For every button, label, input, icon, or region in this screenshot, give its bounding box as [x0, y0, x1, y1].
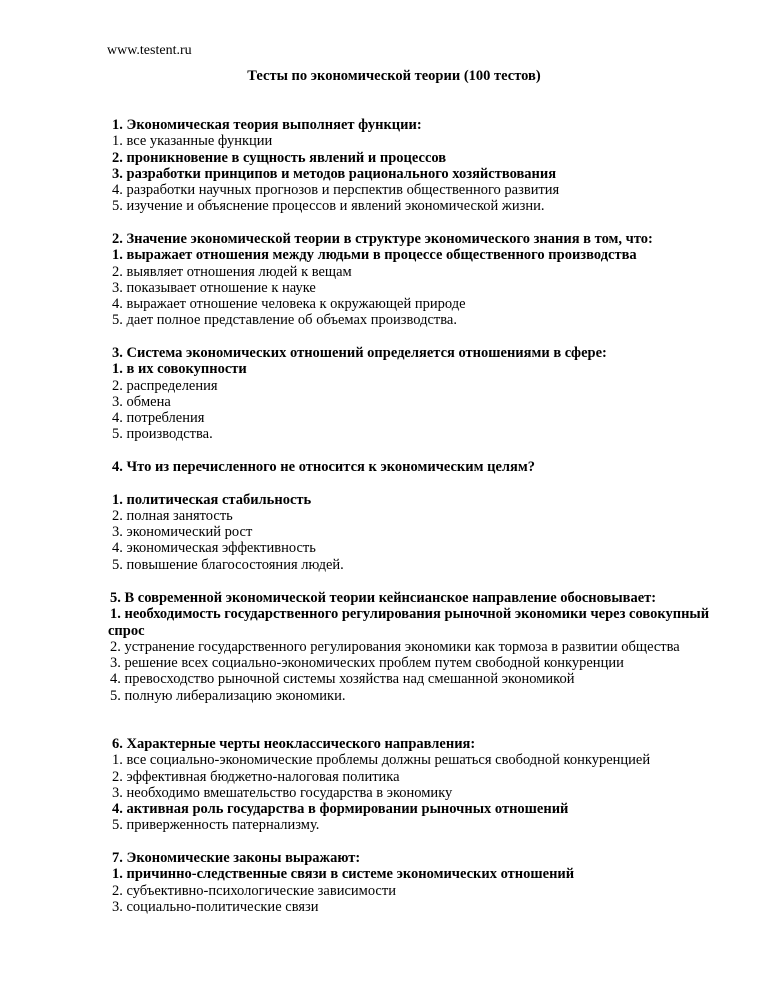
answer-option-correct: 3. разработки принципов и методов рационального хозяйствования: [112, 165, 557, 182]
answer-option: 4. превосходство рыночной системы хозяйства над смешанной экономикой: [110, 671, 575, 688]
answer-option: 4. разработки научных прогнозов и перспектив общественного развития: [112, 182, 560, 199]
answer-option-correct: 2. проникновение в сущность явлений и процессов: [112, 149, 447, 166]
question-block: [112, 231, 732, 329]
question-prompt: 5. В современной экономической теории кейнсианское направление обосновывает:: [110, 590, 657, 606]
question-prompt: 2. Значение экономической теории в структуре экономического знания в том, что:: [112, 231, 653, 247]
answer-option: 2. эффективная бюджетно-налоговая политика: [112, 768, 400, 785]
answer-option: 4. выражает отношение человека к окружающей природе: [112, 296, 466, 313]
question-block: [110, 590, 725, 704]
spacer: [112, 475, 732, 491]
answer-option: 3. социально-политические связи: [112, 898, 319, 915]
answer-option-correct: 1. в их совокупности: [112, 361, 247, 378]
answer-option: 1. все социально-экономические проблемы должны решаться свободной конкуренцией: [112, 752, 651, 769]
answer-option: 3. решение всех социально-экономических проблем путем свободной конкуренции: [110, 655, 624, 672]
answer-option: 3. необходимо вмешательство государства в экономику: [112, 784, 453, 801]
question-prompt: 4. Что из перечисленного не относится к экономическим целям?: [112, 459, 536, 475]
answer-option: 2. устранение государственного регулирования экономики как тормоза в развитии общества: [110, 638, 680, 655]
answer-option: 5. повышение благосостояния людей.: [112, 556, 344, 573]
document-title: Тесты по экономической теории (100 тестов): [247, 68, 541, 84]
question-prompt: 7. Экономические законы выражают:: [112, 850, 361, 866]
answer-option: 3. показывает отношение к науке: [112, 279, 316, 296]
answer-option: 5. дает полное представление об объемах производства.: [112, 312, 457, 329]
answer-option: 2. субъективно-психологические зависимости: [112, 882, 396, 899]
question-block: [112, 345, 732, 443]
question-block: [112, 459, 732, 573]
question-prompt: 3. Система экономических отношений определяется отношениями в сфере:: [112, 345, 607, 361]
question-block: [112, 117, 732, 215]
answer-option: 5. производства.: [112, 426, 213, 443]
answer-option: 3. обмена: [112, 393, 171, 410]
answer-option: 5. изучение и объяснение процессов и явлений экономической жизни.: [112, 198, 545, 215]
answer-option: 5. приверженность патернализму.: [112, 817, 320, 834]
answer-option: 3. экономический рост: [112, 524, 253, 541]
question-prompt: 6. Характерные черты неоклассического направления:: [112, 736, 476, 752]
answer-option: 2. выявляет отношения людей к вещам: [112, 263, 352, 280]
answer-option: 5. полную либерализацию экономики.: [110, 687, 346, 704]
answer-option: 1. все указанные функции: [112, 133, 273, 150]
answer-option-correct: 1. причинно-следственные связи в системе экономических отношений: [112, 866, 575, 883]
answer-option-correct: 4. активная роль государства в формировании рыночных отношений: [112, 801, 569, 818]
answer-option: 2. полная занятость: [112, 507, 233, 524]
answer-option-correct: 1. выражает отношения между людьми в процессе общественного производства: [112, 247, 637, 264]
answer-option-correct: 1. политическая стабильность: [112, 491, 312, 508]
answer-option: 4. экономическая эффективность: [112, 540, 316, 557]
question-prompt: 1. Экономическая теория выполняет функции:: [112, 117, 422, 133]
answer-option: 4. потребления: [112, 410, 205, 427]
question-block: [112, 850, 732, 915]
question-block: [112, 736, 732, 834]
site-url: www.testent.ru: [107, 43, 192, 58]
answer-option-correct: 1. необходимость государственного регулирования рыночной экономики через совокупный спрос: [108, 606, 710, 639]
answer-option: 2. распределения: [112, 377, 218, 394]
